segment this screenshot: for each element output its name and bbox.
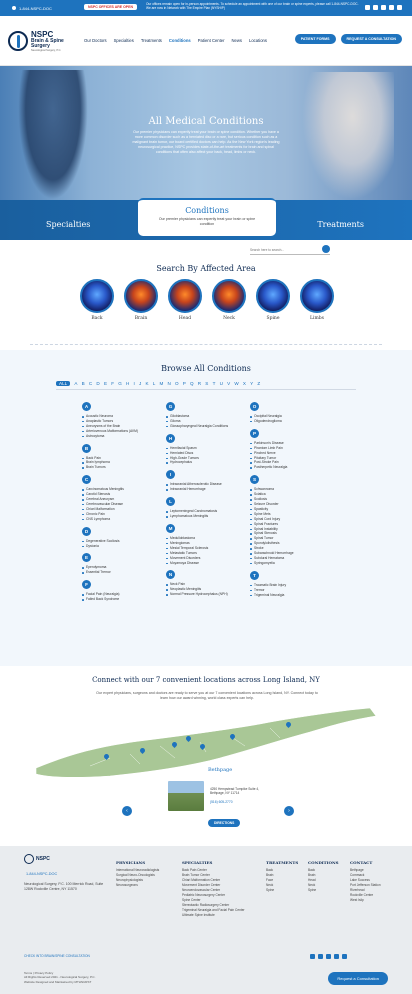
- patient-forms-button[interactable]: PATIENT FORMS: [295, 34, 336, 44]
- filter-letter[interactable]: Z: [257, 381, 261, 386]
- search-row: [0, 240, 412, 260]
- conditions-column-3: [250, 402, 350, 602]
- condition-link[interactable]: Schwannoma: [250, 487, 350, 492]
- filter-letter[interactable]: T: [212, 381, 216, 386]
- footer-treatments: [266, 860, 298, 893]
- condition-link[interactable]: Intracranial Hemorrhage: [166, 487, 266, 492]
- footer-link[interactable]: Neurosurgeons: [116, 883, 138, 887]
- condition-link[interactable]: Chronic Pain: [82, 512, 182, 517]
- condition-link[interactable]: Parkinson's Disease: [250, 441, 350, 446]
- footer-link[interactable]: West Islip: [350, 898, 364, 902]
- footer-link[interactable]: Spine: [308, 888, 317, 892]
- condition-link[interactable]: Traumatic Brain Injury: [250, 583, 350, 588]
- tab-conditions-title: Conditions: [185, 206, 229, 215]
- youtube-icon[interactable]: [326, 954, 331, 959]
- condition-link[interactable]: Pinched Nerve: [250, 451, 350, 456]
- instagram-icon[interactable]: [397, 5, 402, 10]
- filter-letter[interactable]: R: [197, 381, 202, 386]
- group-letter-badge: F: [82, 580, 91, 589]
- logo-tagline: Neurological Surgery, P.C.: [31, 48, 62, 52]
- location-photo: [168, 781, 204, 811]
- locations-text: Our expert physicians, surgeons and doctors are ready to serve you at our 7 convenient locations across Long Island, NY. Connect today to learn how our award winning, world class experts can help.: [96, 691, 318, 700]
- condition-link[interactable]: Spasticity: [250, 507, 350, 512]
- group-letter-badge: D: [82, 527, 91, 536]
- condition-link[interactable]: Facial Pain (Neuralgia): [82, 592, 182, 597]
- condition-link[interactable]: Scoliosis: [250, 497, 350, 502]
- facebook-icon[interactable]: [310, 954, 315, 959]
- map-landmass: [36, 708, 376, 777]
- section-divider: [30, 344, 382, 345]
- footer-column-title: CONDITIONS: [308, 860, 339, 865]
- condition-link[interactable]: Acoustic Neuroma: [82, 414, 182, 419]
- footer-conditions: [308, 860, 339, 893]
- condition-link[interactable]: Essential Tremor: [82, 570, 182, 575]
- neck-icon: [212, 279, 246, 313]
- filter-letter[interactable]: O: [174, 381, 179, 386]
- footer-link[interactable]: Back Pain Center: [182, 868, 207, 872]
- area-head[interactable]: [168, 279, 202, 321]
- filter-letter[interactable]: A: [74, 381, 78, 386]
- logo-line1: NSPC: [31, 29, 54, 39]
- condition-link[interactable]: Movement Disorders: [166, 556, 266, 561]
- condition-link[interactable]: Glioma: [166, 419, 266, 424]
- condition-link[interactable]: Postherpetic Neuralgia: [250, 465, 350, 470]
- offices-open-badge: NSPC OFFICES ARE OPEN: [84, 4, 137, 10]
- footer-link[interactable]: Rockville Centre: [350, 893, 374, 897]
- footer-emergency-link[interactable]: CHECK INTO BRAIN/SPINE CONSULTATION: [24, 954, 90, 958]
- condition-link[interactable]: Cerebral Aneurysm: [82, 497, 182, 502]
- top-bar: [0, 0, 412, 16]
- group-letter-badge: T: [250, 571, 259, 580]
- back-icon: [80, 279, 114, 313]
- condition-link[interactable]: Arteriovenous Malformations (AVM): [82, 429, 182, 434]
- area-label: Brain: [134, 316, 148, 321]
- nav-our-doctors[interactable]: Our Doctors: [84, 38, 107, 43]
- area-label: Spine: [266, 316, 280, 321]
- condition-link[interactable]: Back Pain: [82, 456, 182, 461]
- condition-link[interactable]: Spine Mets: [250, 512, 350, 517]
- condition-link[interactable]: Spinal Fractures: [250, 522, 350, 527]
- footer-phone[interactable]: 1-844-NSPC-DOC: [26, 872, 58, 876]
- area-neck[interactable]: [212, 279, 246, 321]
- group-letter-badge: I: [166, 470, 175, 479]
- condition-link[interactable]: Aneurysms of the Brain: [82, 424, 182, 429]
- group-letter-badge: N: [166, 570, 175, 579]
- condition-link[interactable]: Dystonia: [82, 544, 182, 549]
- hero-title: All Medical Conditions: [148, 116, 264, 127]
- area-label: Back: [91, 316, 103, 321]
- group-letter-badge: B: [82, 444, 91, 453]
- area-brain[interactable]: [124, 279, 158, 321]
- group-letter-badge: P: [250, 429, 259, 438]
- footer-column-title: SPECIALTIES: [182, 860, 213, 865]
- area-spine[interactable]: [256, 279, 290, 321]
- condition-link[interactable]: Spinal Cord Injury: [250, 517, 350, 522]
- long-island-map: [30, 706, 382, 781]
- condition-link[interactable]: Brain Tumors: [82, 465, 182, 470]
- directions-button[interactable]: DIRECTIONS: [208, 819, 240, 827]
- condition-link[interactable]: Syringomyelia: [250, 561, 350, 566]
- condition-link[interactable]: Carotid Stenosis: [82, 492, 182, 497]
- top-phone-text: 1-844-NSPC-DOC: [19, 5, 52, 11]
- condition-link[interactable]: High-Grade Tumors: [166, 456, 266, 461]
- filter-letter[interactable]: Y: [250, 381, 254, 386]
- group-letter-badge: S: [250, 475, 259, 484]
- filter-letter[interactable]: Q: [190, 381, 194, 386]
- condition-link[interactable]: Sciatica: [250, 492, 350, 497]
- footer-contact: [350, 860, 381, 903]
- brain-icon: [124, 279, 158, 313]
- footer-link[interactable]: Surgical Neuro-Oncologists: [116, 873, 155, 877]
- filter-letter[interactable]: E: [103, 381, 108, 386]
- filter-letter[interactable]: B: [81, 381, 85, 386]
- main-nav: [0, 16, 412, 66]
- footer-link[interactable]: Head: [308, 878, 316, 882]
- footer-link[interactable]: Brain: [308, 873, 316, 877]
- top-socials: [365, 5, 402, 10]
- filter-letter[interactable]: K: [145, 381, 149, 386]
- footer-link[interactable]: Ultimate Spine Institute: [182, 913, 215, 917]
- footer-logo[interactable]: [24, 854, 50, 864]
- filter-letter[interactable]: S: [205, 381, 209, 386]
- filter-letter[interactable]: F: [111, 381, 115, 386]
- footer-link[interactable]: International Neuroradiologists: [116, 868, 160, 872]
- footer-column-title: TREATMENTS: [266, 860, 299, 865]
- next-location-button[interactable]: ›: [284, 806, 294, 816]
- condition-link[interactable]: Chiari Malformation: [82, 507, 182, 512]
- browse-title: Browse All Conditions: [161, 364, 251, 373]
- head-icon: [168, 279, 202, 313]
- nav-conditions[interactable]: Conditions: [168, 38, 191, 43]
- area-back[interactable]: [80, 279, 114, 321]
- footer-link[interactable]: Brain: [266, 873, 274, 877]
- nav-locations[interactable]: Locations: [249, 38, 267, 43]
- footer-link[interactable]: Spine: [266, 888, 275, 892]
- footer-link[interactable]: Back: [266, 868, 274, 872]
- condition-link[interactable]: Subdural Hematoma: [250, 556, 350, 561]
- filter-letter[interactable]: V: [227, 381, 231, 386]
- footer-link[interactable]: Port Jefferson Station: [350, 883, 381, 887]
- condition-link[interactable]: Tremor: [250, 588, 350, 593]
- nav-patient-center[interactable]: Patient Center: [197, 38, 225, 43]
- nav-treatments[interactable]: Treatments: [140, 38, 162, 43]
- footer-link[interactable]: Commack: [350, 873, 365, 877]
- top-phone-link[interactable]: [12, 6, 52, 11]
- condition-link[interactable]: Subarachnoid Hemorrhage: [250, 551, 350, 556]
- footer-link[interactable]: Neck: [308, 883, 316, 887]
- filter-letter[interactable]: I: [133, 381, 135, 386]
- group-letter-badge: E: [82, 553, 91, 562]
- filter-letter[interactable]: P: [182, 381, 186, 386]
- site-logo[interactable]: [8, 30, 78, 52]
- condition-link[interactable]: Metastatic Tumors: [166, 551, 266, 556]
- condition-link[interactable]: Herniated Discs: [166, 451, 266, 456]
- condition-link[interactable]: Glossopharyngeal Neuralgia Conditions: [166, 424, 266, 429]
- logo-mark-icon: [24, 854, 34, 864]
- footer-logo-text: NSPC: [36, 856, 50, 862]
- tab-specialties[interactable]: Specialties: [46, 220, 91, 229]
- top-notice: Our offices remain open for in-person appointments. To schedule an appointment with one of our brain or spine experts, please call 1-844-NSPC-DOC. We are now in Network with The Empire Plan (NYSHIP): [146, 2, 359, 11]
- linkedin-icon[interactable]: [389, 5, 394, 10]
- area-limbs[interactable]: [300, 279, 334, 321]
- condition-link[interactable]: Neoplastic Meningitis: [166, 587, 266, 592]
- footer-column-title: PHYSICIANS: [116, 860, 146, 865]
- nav-news[interactable]: News: [231, 38, 243, 43]
- condition-link[interactable]: Oligodendroglioma: [250, 419, 350, 424]
- group-letter-badge: H: [166, 434, 175, 443]
- footer-link[interactable]: Neuroendovascular Center: [182, 888, 221, 892]
- condition-link[interactable]: Astrocytoma: [82, 434, 182, 439]
- alphabet-filter: [56, 381, 260, 386]
- search-icon[interactable]: [322, 245, 330, 253]
- alphabet-divider: [56, 389, 356, 390]
- instagram-icon[interactable]: [342, 954, 347, 959]
- group-letter-badge: A: [82, 402, 91, 411]
- condition-link[interactable]: Brain lymphoma: [82, 460, 182, 465]
- condition-link[interactable]: Spondylolisthesis: [250, 541, 350, 546]
- filter-letter[interactable]: X: [242, 381, 246, 386]
- filter-letter[interactable]: H: [125, 381, 130, 386]
- condition-link[interactable]: Spinal Instability: [250, 527, 350, 532]
- condition-group: [250, 571, 350, 598]
- area-label: Head: [178, 316, 192, 321]
- location-name: Bethpage: [208, 767, 233, 773]
- footer-link[interactable]: Bethpage: [350, 868, 364, 872]
- filter-letter[interactable]: D: [96, 381, 100, 386]
- footer-specialties: [182, 860, 245, 918]
- condition-link[interactable]: Trigeminal Neuralgia: [250, 593, 350, 598]
- tab-treatments[interactable]: Treatments: [317, 220, 364, 229]
- prev-location-button[interactable]: ‹: [122, 806, 132, 816]
- footer-link[interactable]: Back: [308, 868, 316, 872]
- group-letter-badge: C: [82, 475, 91, 484]
- footer-link[interactable]: Trigeminal Neuralgia and Facial Pain Center: [182, 908, 245, 912]
- nav-menu: [84, 38, 267, 43]
- footer-link[interactable]: Brain Tumor Center: [182, 873, 210, 877]
- condition-link[interactable]: Intracranial Atherosclerotic Disease: [166, 482, 266, 487]
- condition-link[interactable]: Post-Stroke Pain: [250, 460, 350, 465]
- footer-link[interactable]: Face: [266, 878, 274, 882]
- area-label: Limbs: [310, 316, 324, 321]
- footer-column-title: CONTACT: [350, 860, 373, 865]
- condition-link[interactable]: Neck Pain: [166, 582, 266, 587]
- tab-conditions[interactable]: [138, 198, 276, 236]
- condition-link[interactable]: Lymphomatous Meningitis: [166, 514, 266, 519]
- condition-link[interactable]: Cerebrovascular Disease: [82, 502, 182, 507]
- filter-letter[interactable]: L: [152, 381, 156, 386]
- linkedin-icon[interactable]: [334, 954, 339, 959]
- condition-link[interactable]: Stroke: [250, 546, 350, 551]
- condition-group: [250, 475, 350, 566]
- location-address: 4250 Hempstead Turnpike Suite 4, Bethpage, NY 11714: [210, 787, 260, 796]
- condition-link[interactable]: Hydrocephalus: [166, 460, 266, 465]
- condition-link[interactable]: Meningiomas: [166, 541, 266, 546]
- footer-link[interactable]: Neck: [266, 883, 274, 887]
- filter-all[interactable]: ALL: [56, 381, 70, 386]
- filter-letter[interactable]: U: [219, 381, 223, 386]
- footer-link[interactable]: Neurophysiologists: [116, 878, 143, 882]
- request-consultation-button[interactable]: REQUEST A CONSULTATION: [341, 34, 402, 44]
- footer-link[interactable]: Stereotactic Radiosurgery Center: [182, 903, 230, 907]
- group-letter-badge: O: [250, 402, 259, 411]
- filter-letter[interactable]: W: [234, 381, 239, 386]
- group-letter-badge: G: [166, 402, 175, 411]
- condition-link[interactable]: Glioblastoma: [166, 414, 266, 419]
- site-footer: [0, 846, 412, 994]
- footer-link[interactable]: Pediatric Neurosurgery Center: [182, 893, 226, 897]
- condition-link[interactable]: Degenerative Scoliosis: [82, 539, 182, 544]
- condition-link[interactable]: Spinal Stenosis: [250, 531, 350, 536]
- condition-group: [250, 402, 350, 424]
- condition-link[interactable]: Medulloblastoma: [166, 536, 266, 541]
- condition-link[interactable]: Hemifacial Spasm: [166, 446, 266, 451]
- footer-link[interactable]: Movement Disorder Center: [182, 883, 221, 887]
- condition-link[interactable]: Anaplastic Tumors: [82, 419, 182, 424]
- footer-address: Neurological Surgery, P.C. 100 Merrick Road, Suite 128W Rockville Centre, NY 11570: [24, 882, 104, 891]
- footer-legal: Terms | Privacy Policy All Rights Reserved 2021 - Neurological Surgery, P.C. Website Designed and Maintained by MTHNURST: [24, 971, 96, 984]
- spine-icon: [256, 279, 290, 313]
- condition-link[interactable]: Seizure Disorder: [250, 502, 350, 507]
- condition-link[interactable]: Mesial Temporal Sclerosis: [166, 546, 266, 551]
- condition-link[interactable]: Spinal Tumor: [250, 536, 350, 541]
- condition-link[interactable]: Pituitary Tumor: [250, 456, 350, 461]
- phone-icon: [12, 6, 16, 10]
- condition-link[interactable]: Leptomeningeal Carcinomatosis: [166, 509, 266, 514]
- locations-title: Connect with our 7 convenient locations across Long Island, NY: [92, 676, 320, 684]
- limbs-icon: [300, 279, 334, 313]
- condition-group: [250, 429, 350, 470]
- facebook-icon[interactable]: [365, 5, 370, 10]
- footer-link[interactable]: Riverhead: [350, 888, 365, 892]
- nav-specialties[interactable]: Specialties: [113, 38, 134, 43]
- twitter-icon[interactable]: [318, 954, 323, 959]
- area-label: Neck: [223, 316, 235, 321]
- filter-letter[interactable]: M: [159, 381, 164, 386]
- condition-link[interactable]: Normal Pressure Hydrocephalus (NPH): [166, 592, 266, 597]
- group-letter-badge: M: [166, 524, 175, 533]
- locations-section: [0, 666, 412, 846]
- location-phone[interactable]: (516) 605-2770: [210, 800, 233, 804]
- footer-request-button[interactable]: Request a Consultation: [328, 972, 388, 985]
- condition-link[interactable]: Ependymoma: [82, 565, 182, 570]
- condition-link[interactable]: Failed Back Syndrome: [82, 597, 182, 602]
- condition-link[interactable]: Occipital Neuralgia: [250, 414, 350, 419]
- hero-text: Our premier physicians can expertly treat your brain or spine condition. Whether you have a more common disorder such as a herniated disc or a rare, but serious condition such as a malignant brain tumor, our board certified doctors can help. As the New York region's leading neurosurgical practice, NSPC provides state-of-the-art treatments for brain and spinal conditions that often also affect your back, head, limbs or neck.: [132, 130, 280, 154]
- logo-mark-icon: [8, 31, 28, 51]
- logo-line2: Brain & Spine: [31, 37, 64, 44]
- tab-conditions-sub: Our premier physicians can expertly treat your brain or spine condition: [158, 217, 256, 226]
- footer-link[interactable]: Lake Success: [350, 878, 370, 882]
- footer-link[interactable]: Chiari Malformation Center: [182, 878, 221, 882]
- filter-letter[interactable]: J: [138, 381, 142, 386]
- twitter-icon[interactable]: [373, 5, 378, 10]
- section-tabs: [0, 200, 412, 240]
- affected-area-title: Search By Affected Area: [156, 264, 256, 273]
- footer-link[interactable]: Spine Center: [182, 898, 201, 902]
- affected-area-section: [0, 260, 412, 350]
- filter-letter[interactable]: G: [118, 381, 122, 386]
- footer-physicians: [116, 860, 159, 888]
- search-input[interactable]: Search here to search...: [250, 246, 330, 255]
- footer-socials: [310, 954, 347, 959]
- group-letter-badge: L: [166, 497, 175, 506]
- location-card: [168, 767, 266, 836]
- browse-conditions-section: [0, 350, 412, 666]
- condition-link[interactable]: Phantom Limb Pain: [250, 446, 350, 451]
- youtube-icon[interactable]: [381, 5, 386, 10]
- filter-letter[interactable]: C: [88, 381, 93, 386]
- filter-letter[interactable]: N: [167, 381, 171, 386]
- condition-link[interactable]: Carcinomatous Meningitis: [82, 487, 182, 492]
- condition-link[interactable]: Moyamoya Disease: [166, 561, 266, 566]
- hero-banner: [0, 66, 412, 200]
- logo-line3: Surgery: [31, 42, 50, 49]
- condition-link[interactable]: CNS Lymphoma: [82, 517, 182, 522]
